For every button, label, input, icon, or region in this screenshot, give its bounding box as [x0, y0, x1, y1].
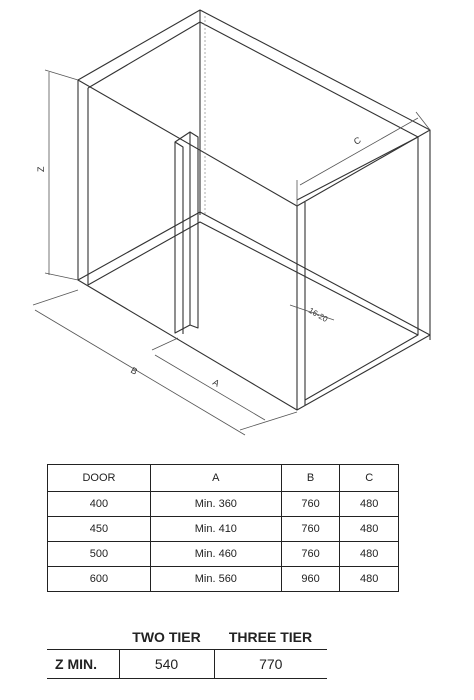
table-header-row	[48, 465, 399, 492]
table-row	[48, 542, 399, 567]
dimension-lines	[33, 70, 430, 435]
two-tier-value: 540	[119, 650, 214, 679]
cell-door: 600	[48, 567, 151, 592]
cell-c: 480	[340, 492, 399, 517]
header-b: B	[281, 465, 340, 492]
cell-door: 500	[48, 542, 151, 567]
header-two-tier: TWO TIER	[132, 628, 201, 645]
tier-header-row	[47, 624, 327, 650]
a-label: A	[211, 377, 222, 389]
header-c: C	[340, 465, 399, 492]
tier-row	[47, 650, 327, 679]
table-row	[48, 567, 399, 592]
gap-label: 16-20	[307, 305, 330, 324]
three-tier-value: 770	[214, 650, 327, 679]
cell-a: Min. 360	[150, 492, 281, 517]
cell-b: 760	[281, 517, 340, 542]
cell-b: 760	[281, 542, 340, 567]
z-min-label: Z MIN.	[47, 650, 119, 679]
tier-table	[47, 624, 327, 679]
cell-c: 480	[340, 542, 399, 567]
b-label: B	[129, 365, 140, 377]
header-three-tier: THREE TIER	[228, 628, 313, 645]
table-row	[48, 492, 399, 517]
table-row	[48, 517, 399, 542]
cell-a: Min. 560	[150, 567, 281, 592]
z-label: Z	[36, 166, 46, 172]
header-a: A	[150, 465, 281, 492]
cell-c: 480	[340, 567, 399, 592]
cell-b: 760	[281, 492, 340, 517]
cell-door: 400	[48, 492, 151, 517]
cell-a: Min. 460	[150, 542, 281, 567]
cabinet-outline	[78, 10, 430, 410]
header-door: DOOR	[48, 465, 151, 492]
cell-a: Min. 410	[150, 517, 281, 542]
cell-b: 960	[281, 567, 340, 592]
cell-c: 480	[340, 517, 399, 542]
door-dimensions-table	[47, 464, 399, 592]
cell-door: 450	[48, 517, 151, 542]
c-label: C	[352, 134, 363, 147]
